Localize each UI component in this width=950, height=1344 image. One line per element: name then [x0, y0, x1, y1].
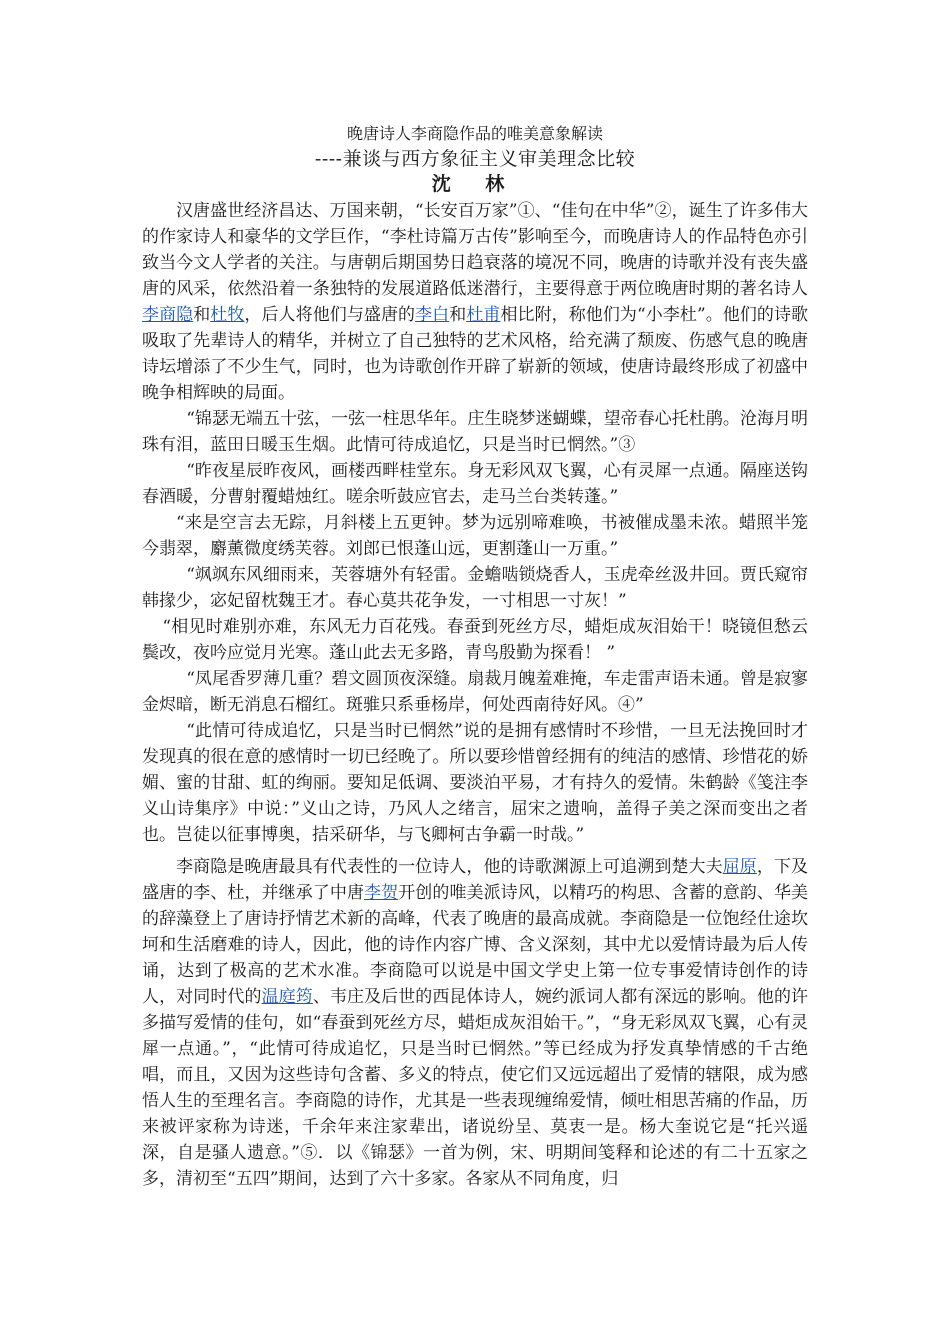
- poem-quote-5: “相见时难别亦难，东风无力百花残。春蚕到死丝方尽，蜡炬成灰泪始干！晓镜但愁云鬓改，夜吟应觉月光寒。蓬山此去无多路，青鸟殷勤为探看！ ”: [142, 617, 808, 663]
- link-qu-yuan[interactable]: 屈原: [722, 857, 757, 877]
- document-subtitle: ----兼谈与西方象征主义审美理念比较: [314, 148, 636, 170]
- author-name: 沈 林: [431, 173, 519, 195]
- text-run: 和: [449, 305, 467, 325]
- text-run: 、韦庄及后世的西昆体诗人，婉约派词人都有深远的影响。他的许多描写爱情的佳句，如“春蚕到死丝方尽，蜡炬成灰泪始干。”，“身无彩凤双飞翼，心有灵犀一点通。”，“此情可待成追忆，只是当时已惘然。”等已经成为抒发真挚情感的千古绝唱，而且，又因为这些诗句含蓄、多义的特点，使它们又远远超出了爱情的辖限，成为感悟人生的至理名言。李商隐的诗作，尤其是一些表现缠绵爱情，倾吐相思苦痛的作品，历来被评家称为诗迷，千余年来注家辈出，诸说纷呈、莫衷一是。杨大奎说它是“托兴遥深，自是骚人遗意。”⑤．以《锦瑟》一首为例，宋、明期间笺释和论述的有二十五家之多，清初至“五四”期间，达到了六十多家。各家从不同角度，归: [142, 987, 809, 1189]
- poem-quote-1: “锦瑟无端五十弦，一弦一柱思华年。庄生晓梦迷蝴蝶，望帝春心托杜鹃。沧海月明珠有泪，蓝田日暖玉生烟。此情可待成追忆，只是当时已惘然。”③: [142, 409, 808, 455]
- document-page: [142, 122, 808, 1192]
- text-run: 开创的唯美派诗风，以精巧的构思、含蓄的意韵、华美的辞藻登上了唐诗抒情艺术新的高峰，代表了晚唐的最高成就。李商隐是一位饱经仕途坎坷和生活磨难的诗人，因此，他的诗作内容广博、含义深刻，其中尤以爱情诗最为后人传诵，达到了极高的艺术水准。李商隐可以说是中国文学史上第一位专事爱情诗创作的诗人，对同时代的: [142, 883, 809, 1007]
- text-run: 汉唐盛世经济昌达、万国来朝，“长安百万家”①、“佳句在中华”②，诞生了许多伟大的作家诗人和豪华的文学巨作，“李杜诗篇万古传”影响至今，而晚唐诗人的作品特色亦引致当今文人学者的关注。与唐朝后期国势日趋衰落的境况不同，晚唐的诗歌并没有丧失盛唐的风采，依然沿着一条独特的发展道路低迷潜行，主要得意于两位晚唐时期的著名诗人: [142, 201, 808, 299]
- link-li-he[interactable]: 李贺: [364, 883, 399, 903]
- link-du-mu[interactable]: 杜牧: [210, 305, 245, 325]
- text-run: 李商隐是晚唐最具有代表性的一位诗人，他的诗歌渊源上可追溯到楚大夫: [176, 857, 723, 877]
- link-du-fu[interactable]: 杜甫: [466, 305, 501, 325]
- text-run: ，后人将他们与盛唐的: [244, 305, 416, 325]
- intro-paragraph: [142, 198, 808, 406]
- poem-quote-4: “飒飒东风细雨来，芙蓉塘外有轻雷。金蟾啮锁烧香人，玉虎牵丝汲井回。贾氏窥帘韩掾少，宓妃留枕魏王才。春心莫共花争发，一寸相思一寸灰！”: [142, 565, 808, 611]
- text-run: ，下及盛唐的李、杜，并继承了中唐: [142, 857, 809, 903]
- document-title: 晚唐诗人李商隐作品的唯美意象解读: [346, 124, 603, 143]
- text-run: 相比附，称他们为“小李杜”。他们的诗歌吸取了先辈诗人的精华，并树立了自己独特的艺术风格，给充满了颓废、伤感气息的晚唐诗坛增添了不少生气，同时，也为诗歌创作开辟了崭新的领域，使唐诗最终形成了初盛中晚争相辉映的局面。: [142, 305, 809, 403]
- link-li-shangyin[interactable]: 李商隐: [142, 305, 194, 325]
- poem-quote-2: “昨夜星辰昨夜风，画楼西畔桂堂东。身无彩风双飞翼，心有灵犀一点通。隔座送钩春酒暖，分曹射覆蜡烛红。嗟余听鼓应官去，走马兰台类转蓬。”: [142, 461, 808, 507]
- poem-quote-3: “来是空言去无踪，月斜楼上五更钟。梦为远别啼难唤，书被催成墨未浓。蜡照半笼今翡翠，麝薰微度绣芙蓉。刘郎已恨蓬山远，更割蓬山一万重。”: [142, 513, 808, 559]
- link-wen-tingyun[interactable]: 温庭筠: [261, 987, 313, 1007]
- poem-quote-6: “凤尾香罗薄几重？碧文圆顶夜深缝。扇裁月魄羞难掩，车走雷声语未通。曾是寂寥金烬暗，断无消息石榴红。斑骓只系垂杨岸，何处西南待好风。④”: [142, 669, 808, 715]
- commentary-paragraph: “此情可待成追忆，只是当时已惘然”说的是拥有感情时不珍惜，一旦无法挽回时才发现真的很在意的感情时一切已经晚了。所以要珍惜曾经拥有的纯洁的感情、珍惜花的娇媚、蜜的甘甜、虹的绚丽。要知足低调、要淡泊平易，才有持久的爱情。朱鹤龄《笺注李义山诗集序》中说：”义山之诗，乃风人之绪言，屈宋之遗响，盖得子美之深而变出之者也。岂徒以征事博奥，拮采研华，与飞卿柯古争霸一时哉。”: [142, 721, 808, 845]
- link-li-bai[interactable]: 李白: [415, 305, 450, 325]
- text-run: 和: [193, 305, 211, 325]
- li-shangyin-paragraph: [142, 854, 808, 1192]
